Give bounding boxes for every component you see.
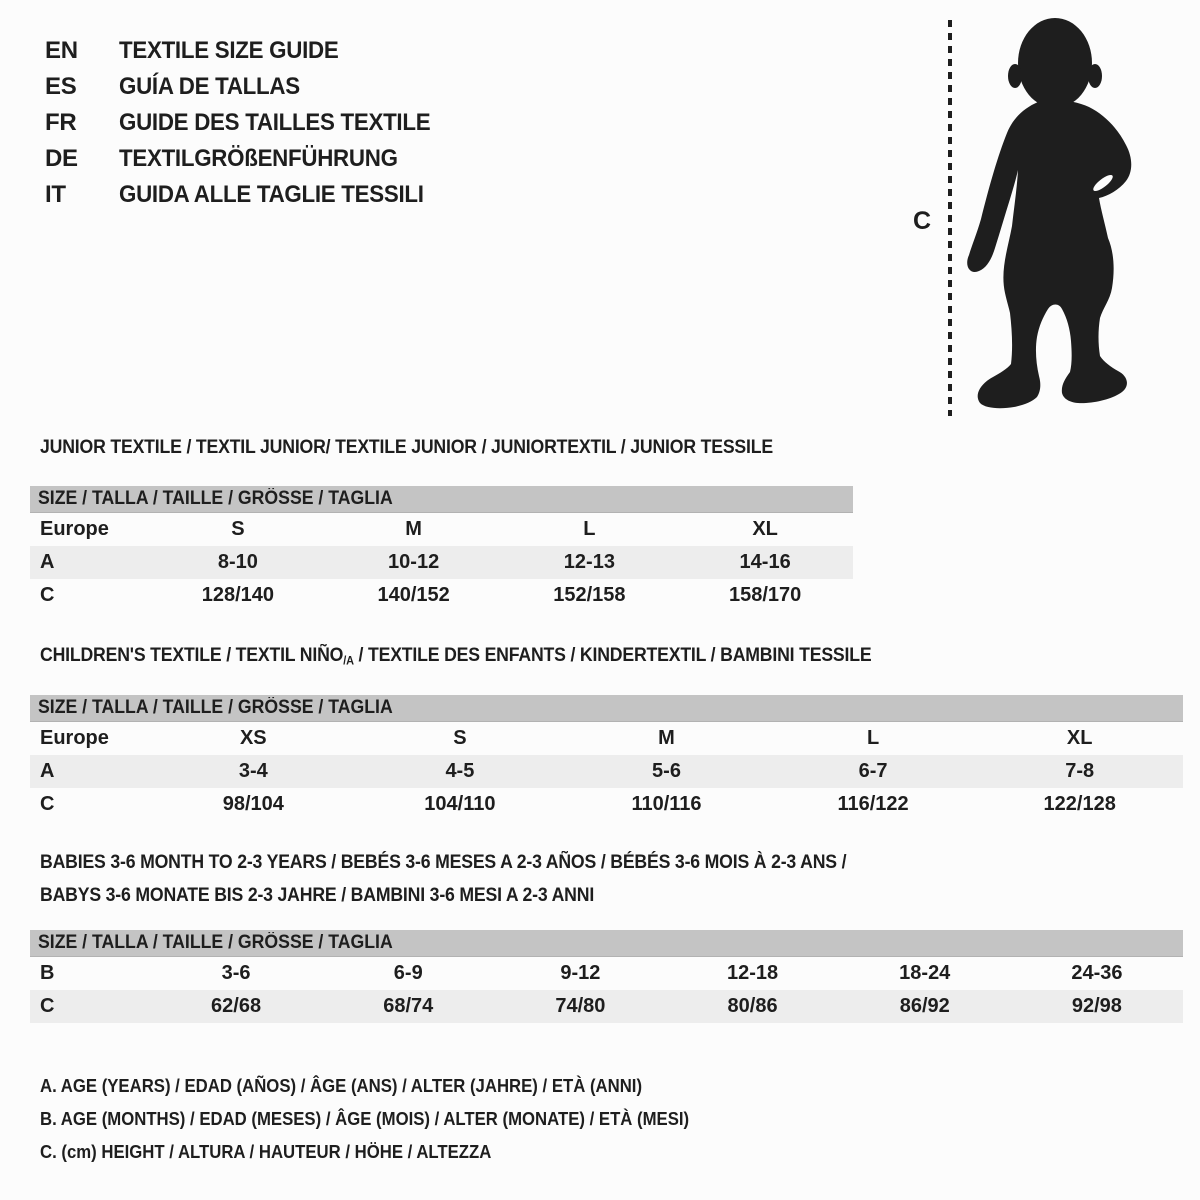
language-label: TEXTILE SIZE GUIDE (119, 37, 339, 64)
table-row-months (30, 957, 1183, 990)
language-row-it (45, 177, 454, 213)
junior-section-title (40, 437, 828, 459)
cell: M (405, 518, 422, 540)
legend-line-a (40, 1070, 738, 1103)
language-row-de (45, 141, 454, 177)
cell: 116/122 (837, 793, 909, 815)
children-section-title-text (40, 645, 871, 667)
babies-title-line1-text: BABIES 3-6 MONTH TO 2-3 YEARS / BEBÉS 3-6 MESES A 2-3 AÑOS / BÉBÉS 3-6 MOIS À 2-3 ANS / (40, 852, 847, 873)
cell: S (231, 518, 245, 540)
size-header-label: SIZE / TALLA / TAILLE / GRÖSSE / TAGLIA (38, 932, 393, 953)
cell: 6-9 (393, 962, 423, 984)
height-measure-label: C (912, 207, 932, 235)
row-label: B (40, 962, 55, 984)
row-label: Europe (40, 727, 109, 749)
cell: 18-24 (899, 962, 951, 984)
legend-line-b (40, 1103, 738, 1136)
cell: S (453, 727, 467, 749)
children-title-prefix: CHILDREN'S TEXTILE / TEXTIL NIÑO (40, 645, 344, 666)
cell: 122/128 (1043, 793, 1116, 815)
table-row-height (30, 579, 853, 612)
junior-size-table (30, 486, 853, 612)
size-header-band (30, 695, 1183, 722)
size-header-label: SIZE / TALLA / TAILLE / GRÖSSE / TAGLIA (38, 488, 393, 509)
language-code: EN (45, 37, 78, 64)
cell: L (583, 518, 596, 540)
language-code: DE (45, 145, 78, 172)
cell: 62/68 (211, 995, 262, 1017)
table-row-europe (30, 513, 853, 546)
children-section-title (40, 645, 934, 667)
cell: 128/140 (201, 584, 275, 606)
cell: 86/92 (899, 995, 950, 1017)
junior-section-title-text: JUNIOR TEXTILE / TEXTIL JUNIOR/ TEXTILE JUNIOR / JUNIORTEXTIL / JUNIOR TESSILE (40, 437, 773, 458)
language-row-es (45, 69, 454, 105)
language-label: TEXTILGRÖßENFÜHRUNG (119, 145, 398, 172)
cell: 9-12 (560, 962, 601, 984)
language-row-fr (45, 105, 454, 141)
cell: 3-4 (238, 760, 268, 782)
legend-line-a-text: A. AGE (YEARS) / EDAD (AÑOS) / ÂGE (ANS) / ALTER (JAHRE) / ETÀ (ANNI) (40, 1076, 643, 1096)
cell: M (658, 727, 675, 749)
language-label: GUIDE DES TAILLES TEXTILE (119, 109, 431, 136)
cell: 140/152 (377, 584, 450, 606)
legend (40, 1070, 738, 1169)
legend-line-c-text: C. (cm) HEIGHT / ALTURA / HAUTEUR / HÖHE / ALTEZZA (40, 1142, 492, 1162)
row-label: C (40, 584, 55, 606)
cell: 7-8 (1065, 760, 1095, 782)
cell: 8-10 (217, 551, 258, 573)
size-header-label: SIZE / TALLA / TAILLE / GRÖSSE / TAGLIA (38, 697, 393, 718)
cell: L (866, 727, 880, 749)
cell: 98/104 (222, 793, 284, 815)
cell: 24-36 (1071, 962, 1123, 984)
cell: 74/80 (555, 995, 606, 1017)
babies-size-table (30, 930, 1183, 1023)
language-label: GUIDA ALLE TAGLIE TESSILI (119, 181, 424, 208)
row-label: C (40, 793, 55, 815)
language-code: ES (45, 73, 77, 100)
cell: 68/74 (383, 995, 434, 1017)
cell: 10-12 (388, 551, 440, 573)
height-dashed-line (948, 20, 952, 416)
size-header-band (30, 486, 853, 513)
language-code: FR (45, 109, 77, 136)
children-title-suffix: / TEXTILE DES ENFANTS / KINDERTEXTIL / BAMBINI TESSILE (353, 645, 872, 666)
children-size-table (30, 695, 1183, 821)
row-label: A (40, 551, 55, 573)
babies-section-title-line1 (40, 852, 907, 874)
language-code: IT (45, 181, 66, 208)
table-row-age (30, 546, 853, 579)
language-label: GUÍA DE TALLAS (119, 73, 300, 100)
cell: 104/110 (424, 793, 496, 815)
babies-section-title-line2 (40, 885, 636, 907)
cell: 158/170 (728, 584, 802, 606)
cell: XL (1066, 727, 1093, 749)
toddler-silhouette-icon (962, 12, 1154, 416)
cell: 12-18 (727, 962, 779, 984)
size-header-band (30, 930, 1183, 957)
cell: XL (752, 518, 778, 540)
children-title-sub: /A (343, 654, 354, 668)
legend-line-b-text: B. AGE (MONTHS) / EDAD (MESES) / ÂGE (MOIS) / ALTER (MONATE) / ETÀ (MESI) (40, 1109, 690, 1129)
cell: 92/98 (1071, 995, 1122, 1017)
cell: 12-13 (563, 551, 615, 573)
row-label: C (40, 995, 55, 1017)
cell: 5-6 (652, 760, 681, 782)
legend-line-c (40, 1136, 738, 1169)
table-row-height (30, 990, 1183, 1023)
table-row-europe (30, 722, 1183, 755)
cell: 14-16 (739, 551, 791, 573)
babies-title-line2-text: BABYS 3-6 MONATE BIS 2-3 JAHRE / BAMBINI 3-6 MESI A 2-3 ANNI (40, 885, 595, 906)
cell: 80/86 (727, 995, 778, 1017)
cell: 152/158 (553, 584, 626, 606)
language-list (45, 33, 454, 213)
row-label: Europe (40, 518, 109, 540)
table-row-height (30, 788, 1183, 821)
table-row-age (30, 755, 1183, 788)
cell: XS (239, 727, 267, 749)
row-label: A (40, 760, 55, 782)
cell: 4-5 (445, 760, 475, 782)
language-row-en (45, 33, 454, 69)
cell: 3-6 (221, 962, 251, 984)
cell: 110/116 (631, 793, 702, 815)
cell: 6-7 (858, 760, 888, 782)
